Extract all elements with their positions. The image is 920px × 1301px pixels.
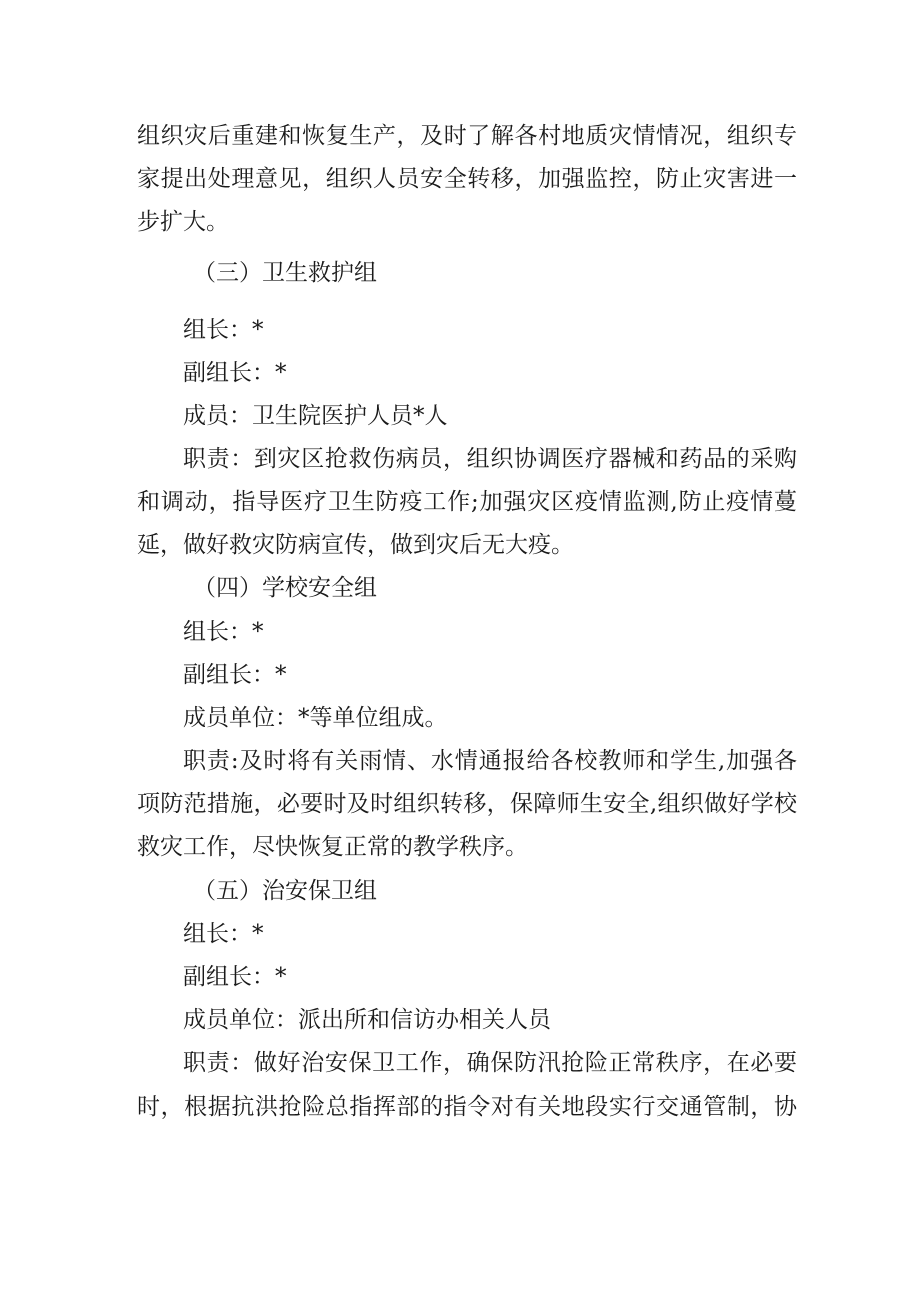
paragraph-line: 家提出处理意见，组织人员安全转移，加强监控，防止灾害进一 [137, 166, 797, 192]
section-heading: （五）治安保卫组 [193, 878, 377, 904]
paragraph-line: 步扩大。 [137, 209, 229, 235]
paragraph-line: 延，做好救灾防病宣传，做到灾后无大疫。 [137, 532, 574, 558]
deputy-leader-line: 副组长：* [183, 662, 287, 688]
deputy-leader-line: 副组长：* [183, 964, 287, 990]
paragraph-line: 和调动，指导医疗卫生防疫工作;加强灾区疫情监测,防止疫情蔓 [137, 489, 797, 515]
leader-line: 组长：* [183, 619, 264, 645]
paragraph-line: 项防范措施，必要时及时组织转移，保障师生安全,组织做好学校 [137, 791, 797, 817]
members-line: 成员单位：*等单位组成。 [183, 705, 448, 731]
duty-line: 职责：做好治安保卫工作，确保防汛抢险正常秩序，在必要 [183, 1050, 797, 1076]
duty-line: 职责：到灾区抢救伤病员，组织协调医疗器械和药品的采购 [183, 446, 797, 472]
members-line: 成员：卫生院医护人员*人 [183, 403, 448, 429]
paragraph-line: 救灾工作，尽快恢复正常的教学秩序。 [137, 834, 528, 860]
section-heading: （四）学校安全组 [193, 575, 377, 601]
members-line: 成员单位：派出所和信访办相关人员 [183, 1007, 551, 1033]
paragraph-line: 组织灾后重建和恢复生产，及时了解各村地质灾情情况，组织专 [137, 123, 797, 149]
section-heading: （三）卫生救护组 [193, 260, 377, 286]
leader-line: 组长：* [183, 317, 264, 343]
paragraph-line: 时，根据抗洪抢险总指挥部的指令对有关地段实行交通管制，协 [137, 1094, 797, 1120]
deputy-leader-line: 副组长：* [183, 360, 287, 386]
leader-line: 组长：* [183, 921, 264, 947]
duty-line: 职责:及时将有关雨情、水情通报给各校教师和学生,加强各 [183, 748, 797, 774]
